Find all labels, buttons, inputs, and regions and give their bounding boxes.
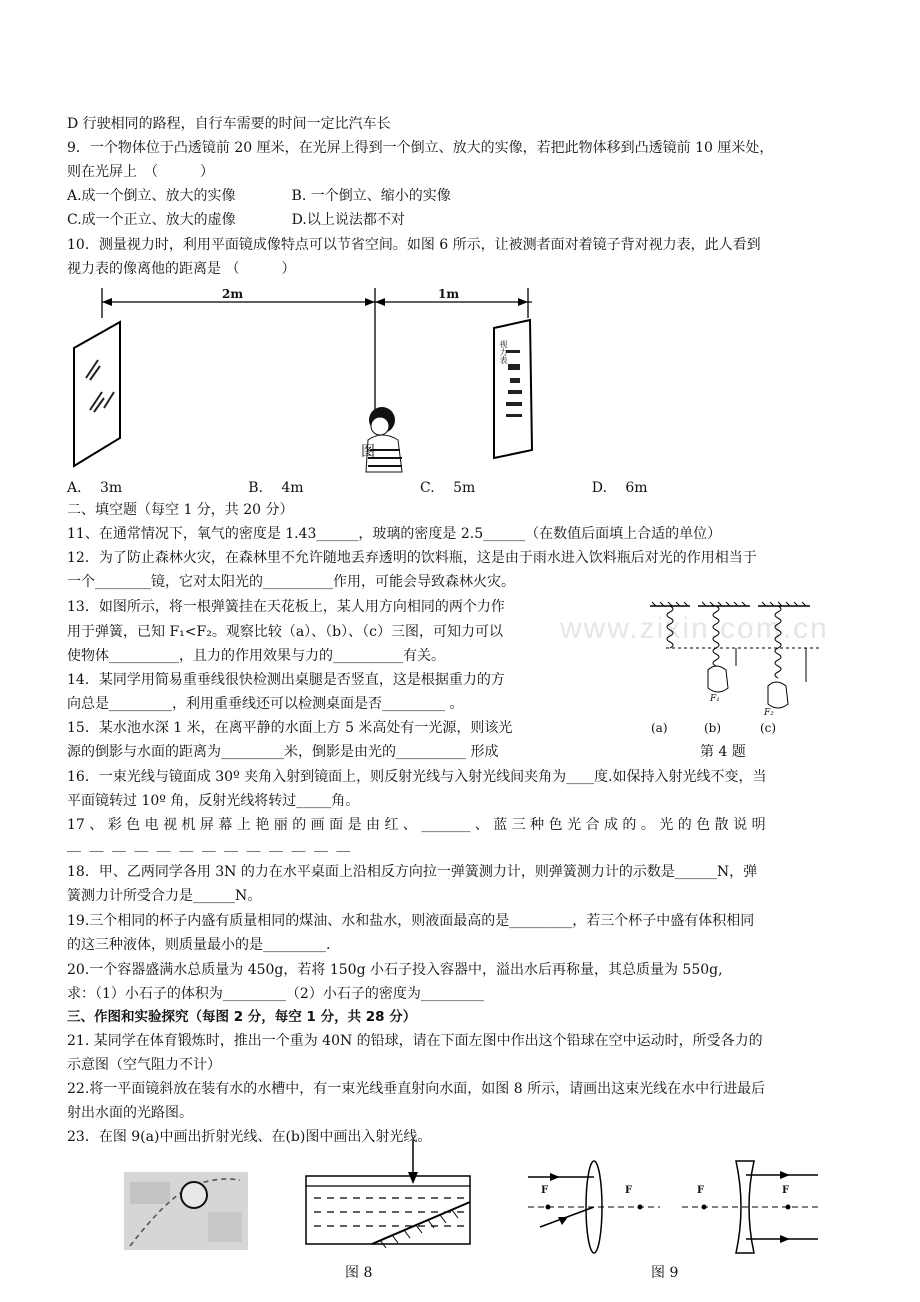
- q19-line2: 的这三种液体，则质量最小的是_________.: [67, 937, 331, 953]
- q10-options: A. 3m B. 4m C. 5m D. 6m: [67, 480, 648, 496]
- q12-line2: 一个________镜，它对太阳光的__________作用，可能会导致森林火灾。: [67, 574, 515, 590]
- figure-9-caption: 图 9: [651, 1265, 679, 1281]
- q21-line2: 示意图（空气阻力不计）: [67, 1057, 221, 1073]
- q18-line1: 18．甲、乙两同学各用 3N 的力在水平桌面上沿相反方向拉一弹簧测力计，则弹簧测力计的示数是______N，弹: [67, 864, 758, 880]
- figure-6-dist-left: 2m: [222, 287, 244, 301]
- figure-9-focus-4: F: [782, 1185, 790, 1196]
- q9-line2: 则在光屏上 （ ）: [67, 164, 214, 180]
- q13-line1: 13．如图所示，将一根弹簧挂在天花板上，某人用方向相同的两个力作: [67, 599, 505, 615]
- q14-line2: 向总是_________，利用重垂线还可以检测桌面是否_________ 。: [67, 696, 464, 712]
- text-line-d: D 行驶相同的路程，自行车需要的时间一定比汽车长: [67, 116, 391, 132]
- q23: 23．在图 9(a)中画出折射光线、在(b)图中画出入射光线。: [67, 1129, 432, 1145]
- figure-4-caption: 第 4 题: [700, 744, 746, 760]
- figure-9-focus-3: F: [697, 1185, 705, 1196]
- q13-line2: 用于弹簧，已知 F₁<F₂。观察比较（a）、（b）、（c）三图，可知力可以: [67, 624, 503, 640]
- q15-line2: 源的倒影与水面的距离为_________米，倒影是由光的__________ 形成: [67, 744, 499, 760]
- q20-line1: 20.一个容器盛满水总质量为 450g，若将 150g 小石子投入容器中，溢出水后再称量，其总质量为 550g,: [67, 962, 723, 978]
- q16-line1: 16．一束光线与镜面成 30º 夹角入射到镜面上，则反射光线与入射光线间夹角为____度.如保持入射光线不变，当: [67, 769, 767, 785]
- figure-9-lenses: [520, 1155, 820, 1255]
- figure-8-water-tank: [300, 1140, 475, 1250]
- q9-option-ab: A.成一个倒立、放大的实像 B. 一个倒立、缩小的实像: [67, 188, 451, 204]
- shot-put-figure: [124, 1172, 248, 1250]
- q11: 11、在通常情况下，氧气的密度是 1.43______，玻璃的密度是 2.5______（在数值后面填上合适的单位）: [67, 526, 722, 542]
- q9-option-cd: C.成一个正立、放大的虚像 D.以上说法都不对: [67, 212, 405, 228]
- q17-line1: 17 、 彩 色 电 视 机 屏 幕 上 艳 丽 的 画 面 是 由 红 、 _______ 、 蓝 三 种 色 光 合 成 的 。 光 的 色 散 说 明: [67, 817, 766, 833]
- q17-blank: ＿ ＿ ＿ ＿ ＿ ＿ ＿ ＿ ＿ ＿ ＿ ＿ ＿: [67, 838, 353, 854]
- q10-line2: 视力表的像离他的距离是 （ ）: [67, 261, 296, 277]
- q9-line1: 9．一个物体位于凸透镜前 20 厘米，在光屏上得到一个倒立、放大的实像，若把此物体移到凸透镜前 10 厘米处，: [67, 140, 774, 156]
- figure-4-label-a: (a): [651, 721, 668, 735]
- watermark: www.zixin.com.cn: [560, 612, 829, 645]
- figure-4-label-b: (b): [704, 721, 722, 735]
- figure-4-label-c: (c): [760, 721, 777, 735]
- section-3-heading: 三、作图和实验探究（每图 2 分，每空 1 分，共 28 分）: [67, 1009, 417, 1025]
- q12-line1: 12．为了防止森林火灾，在森林里不允许随地丢弃透明的饮料瓶，这是由于雨水进入饮料瓶后对光的作用相当于: [67, 550, 757, 566]
- figure-6-caption: 图: [361, 444, 375, 460]
- section-2-heading: 二、填空题（每空 1 分，共 20 分）: [67, 502, 294, 518]
- figure-4-f1: F₁: [710, 694, 720, 704]
- q19-line1: 19.三个相同的杯子内盛有质量相同的煤油、水和盐水，则液面最高的是_________，若三个杯子中盛有体积相同: [67, 913, 755, 929]
- q20-line2: 求：（1）小石子的体积为_________（2）小石子的密度为_________: [67, 986, 484, 1002]
- figure-4-springs: [650, 600, 850, 728]
- q13-line3: 使物体__________，且力的作用效果与力的__________有关。: [67, 648, 445, 664]
- q21-line1: 21. 某同学在体育锻炼时，推出一个重为 40N 的铅球，请在下面左图中作出这个铅球在空中运动时，所受各力的: [67, 1033, 763, 1049]
- q22-line1: 22.将一平面镜斜放在装有水的水槽中，有一束光线垂直射向水面，如图 8 所示，请画出这束光线在水中行进最后: [67, 1081, 766, 1097]
- figure-6-eye-test: [62, 280, 542, 476]
- q16-line2: 平面镜转过 10º 角，反射光线将转过_____角。: [67, 793, 360, 809]
- q14-line1: 14．某同学用简易重垂线很快检测出桌腿是否竖直，这是根据重力的方: [67, 672, 505, 688]
- figure-4-f2: F₂: [764, 708, 774, 718]
- q18-line2: 簧测力计所受合力是______N。: [67, 888, 262, 904]
- figure-6-chart-title: 视力表: [499, 340, 508, 364]
- figure-8-caption: 图 8: [345, 1265, 373, 1281]
- q15-line1: 15．某水池水深 1 米，在离平静的水面上方 5 米高处有一光源，则该光: [67, 720, 513, 736]
- q22-line2: 射出水面的光路图。: [67, 1105, 193, 1121]
- figure-9-focus-1: F: [541, 1185, 549, 1196]
- figure-9-focus-2: F: [625, 1185, 633, 1196]
- figure-6-dist-right: 1m: [438, 287, 460, 301]
- q10-line1: 10．测量视力时，利用平面镜成像特点可以节省空间。如图 6 所示，让被测者面对着镜子背对视力表，此人看到: [67, 237, 761, 253]
